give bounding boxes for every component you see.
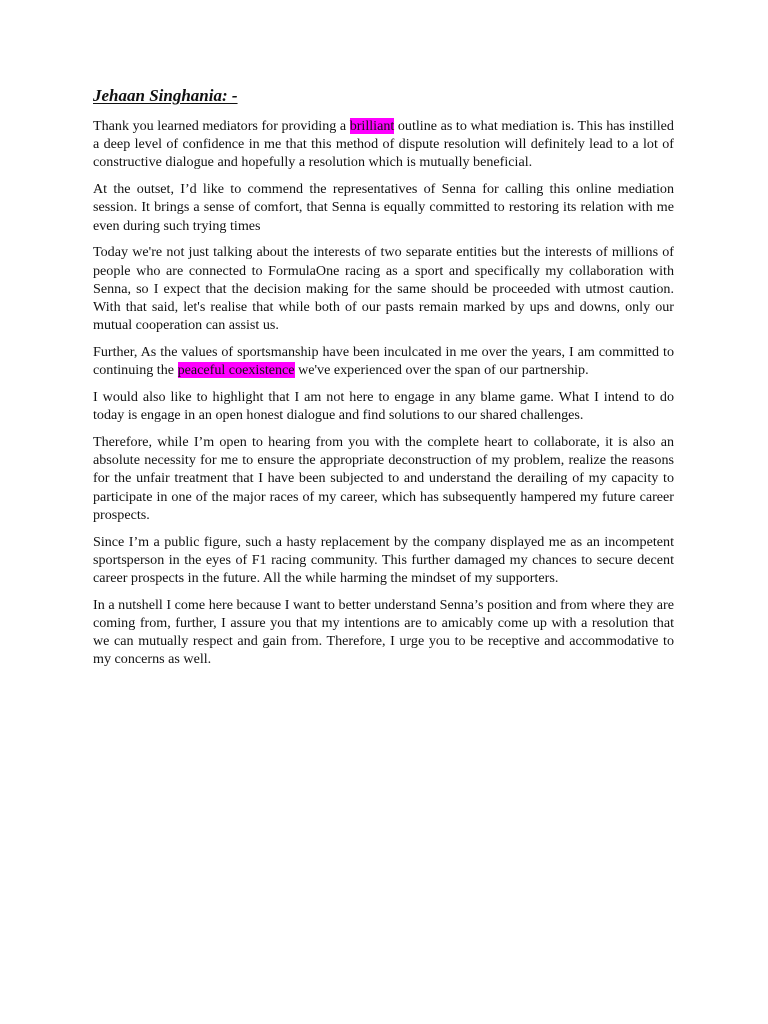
paragraph-1-before: Thank you learned mediators for providing a xyxy=(93,118,350,134)
paragraph-5: I would also like to highlight that I am not here to engage in any blame game. What I intend to do today is engage in an open honest dialogue and find solutions to our shared challenges. xyxy=(93,389,674,424)
paragraph-1-after: outline as to what mediation is. This has instilled a deep level of confidence in me that this method of dispute resolution will definitely lead to a lot of constructive dialogue and hopefully a resolution which is mutually beneficial. xyxy=(93,118,674,171)
paragraph-3: Today we're not just talking about the interests of two separate entities but the interests of millions of people who are connected to FormulaOne racing as a sport and specifically my collaboration with Senna, so I expect that the decision making for the same should be proceeded with utmost caution. With that said, let's realise that while both of our pasts remain marked by ups and downs, only our mutual cooperation can assist us. xyxy=(93,244,674,334)
paragraph-1 xyxy=(93,117,674,172)
paragraph-8: In a nutshell I come here because I want to better understand Senna’s position and from where they are coming from, further, I assure you that my intentions are to amicably come up with a resolution that we can mutually respect and gain from. Therefore, I urge you to be receptive and accommodative to my concerns as well. xyxy=(93,596,674,668)
paragraph-4-after: we've experienced over the span of our partnership. xyxy=(294,362,589,379)
paragraph-7: Since I’m a public figure, such a hasty replacement by the company displayed me as an incompetent sportsperson in the eyes of F1 racing community. This further damaged my chances to secure decent career prospects in the future. All the while harming the mindset of my supporters. xyxy=(93,533,674,587)
paragraph-4-before: Further, As the values of sportsmanship have been inculcated in me over the years, I am committed to continuing the xyxy=(93,344,674,379)
speaker-heading: Jehaan Singhania: - xyxy=(93,86,238,105)
paragraph-2: At the outset, I’d like to commend the representatives of Senna for calling this online mediation session. It brings a sense of comfort, that Senna is equally committed to restoring its relation with me even during such trying times xyxy=(93,181,674,234)
highlight-brilliant: brilliant xyxy=(349,118,395,134)
paragraph-6: Therefore, while I’m open to hearing from you with the complete heart to collaborate, it is also an absolute necessity for me to ensure the appropriate deconstruction of my problem, realize the reasons for the unfair treatment that I have been subjected to and understand the derailing of my capacity to participate in one of the major races of my career, which has subsequently hampered my future career prospects. xyxy=(93,434,674,523)
paragraph-4 xyxy=(93,343,674,379)
highlight-peaceful-coexistence: peaceful coexistence xyxy=(177,362,295,379)
